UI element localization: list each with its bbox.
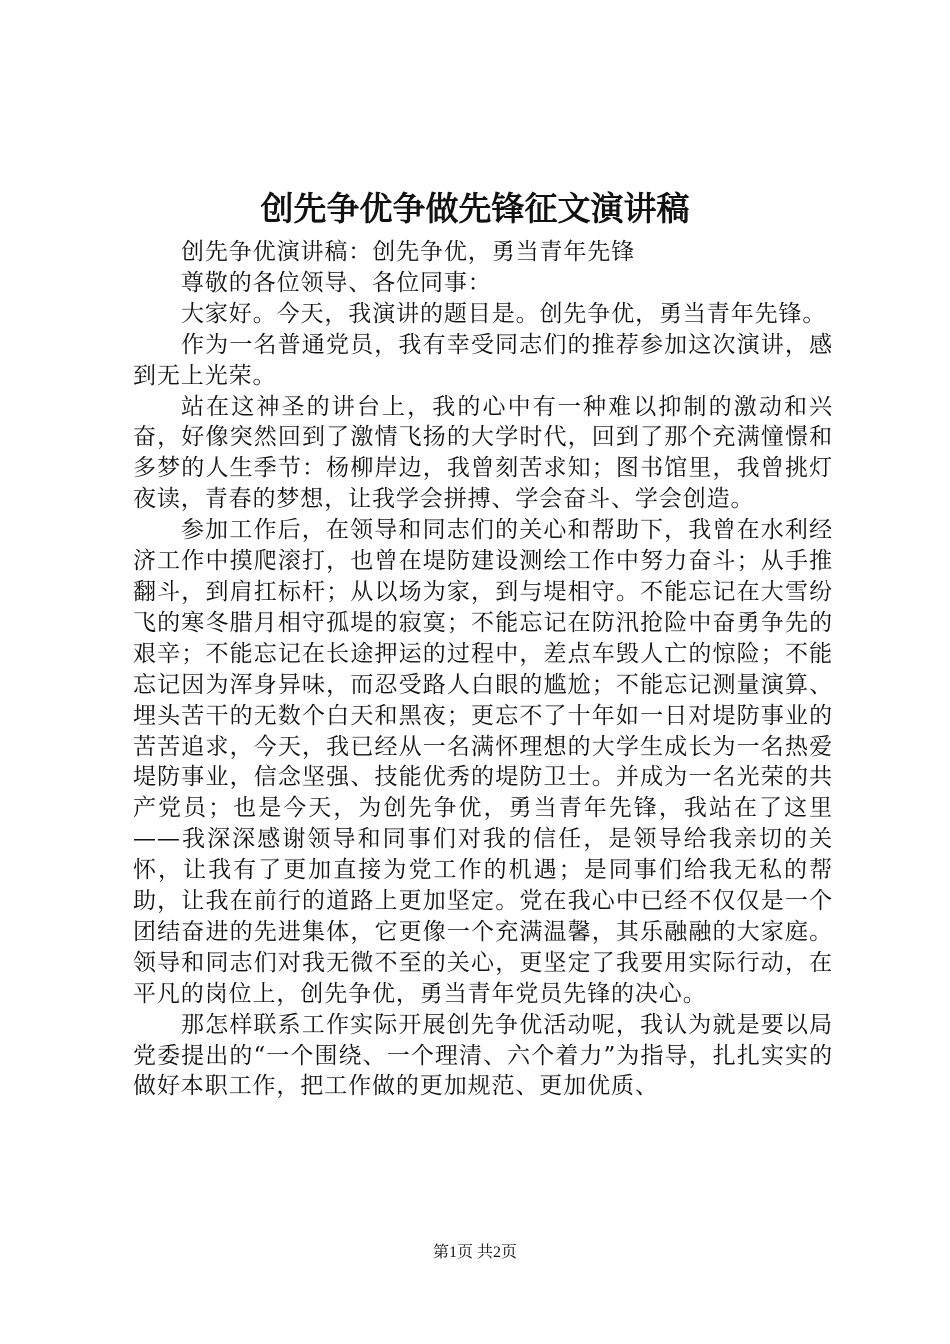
paragraph: 大家好。今天，我演讲的题目是。创先争优，勇当青年先锋。 xyxy=(181,300,827,327)
paragraph: 站在这神圣的讲台上，我的心中有一种难以抑制的激动和兴奋，好像突然回到了激情飞扬的大学时代，回到了那个充满憧憬和多梦的人生季节：杨柳岸边，我曾刻苦求知；图书馆里，我曾挑灯夜读，青春的梦想，让我学会拼搏、学会奋斗、学会创造。 xyxy=(133,393,833,513)
paragraph: 那怎样联系工作实际开展创先争优活动呢，我认为就是要以局党委提出的“一个围绕、一个理清、六个着力”为指导，扎扎实实的做好本职工作，把工作做的更加规范、更加优质、 xyxy=(133,1011,833,1100)
paragraph: 参加工作后，在领导和同志们的关心和帮助下，我曾在水利经济工作中摸爬滚打，也曾在堤防建设测绘工作中努力奋斗；从手推翻斗，到肩扛标杆；从以场为家，到与堤相守。不能忘记在大雪纷飞的寒冬腊月相守孤堤的寂寞；不能忘记在防汛抢险中奋勇争先的艰辛；不能忘记在长途押运的过程中，差点车毁人亡的惊险；不能忘记因为浑身异味，而忍受路人白眼的尴尬；不能忘记测量演算、埋头苦干的无数个白天和黑夜；更忘不了十年如一日对堤防事业的苦苦追求，今天，我已经从一名满怀理想的大学生成长为一名热爱堤防事业，信念坚强、技能优秀的堤防卫士。并成为一名光荣的共产党员；也是今天，为创先争优，勇当青年先锋，我站在了这里——我深深感谢领导和同事们对我的信任，是领导给我亲切的关怀，让我有了更加直接为党工作的机遇；是同事们给我无私的帮助，让我在前行的道路上更加坚定。党在我心中已经不仅仅是一个团结奋进的先进集体，它更像一个充满温馨，其乐融融的大家庭。领导和同志们对我无微不至的关心，更坚定了我要用实际行动，在平凡的岗位上，创先争优，勇当青年党员先锋的决心。 xyxy=(133,517,833,1007)
page-footer: 第1页 共2页 xyxy=(432,1244,517,1261)
paragraph: 创先争优演讲稿：创先争优，勇当青年先锋 xyxy=(181,239,636,265)
document-title: 创先争优争做先锋征文演讲稿 xyxy=(260,189,690,228)
paragraph: 作为一名普通党员，我有幸受同志们的推荐参加这次演讲，感到无上光荣。 xyxy=(133,331,833,389)
paragraph: 尊敬的各位领导、各位同事： xyxy=(181,269,492,296)
document-body xyxy=(133,237,833,1102)
